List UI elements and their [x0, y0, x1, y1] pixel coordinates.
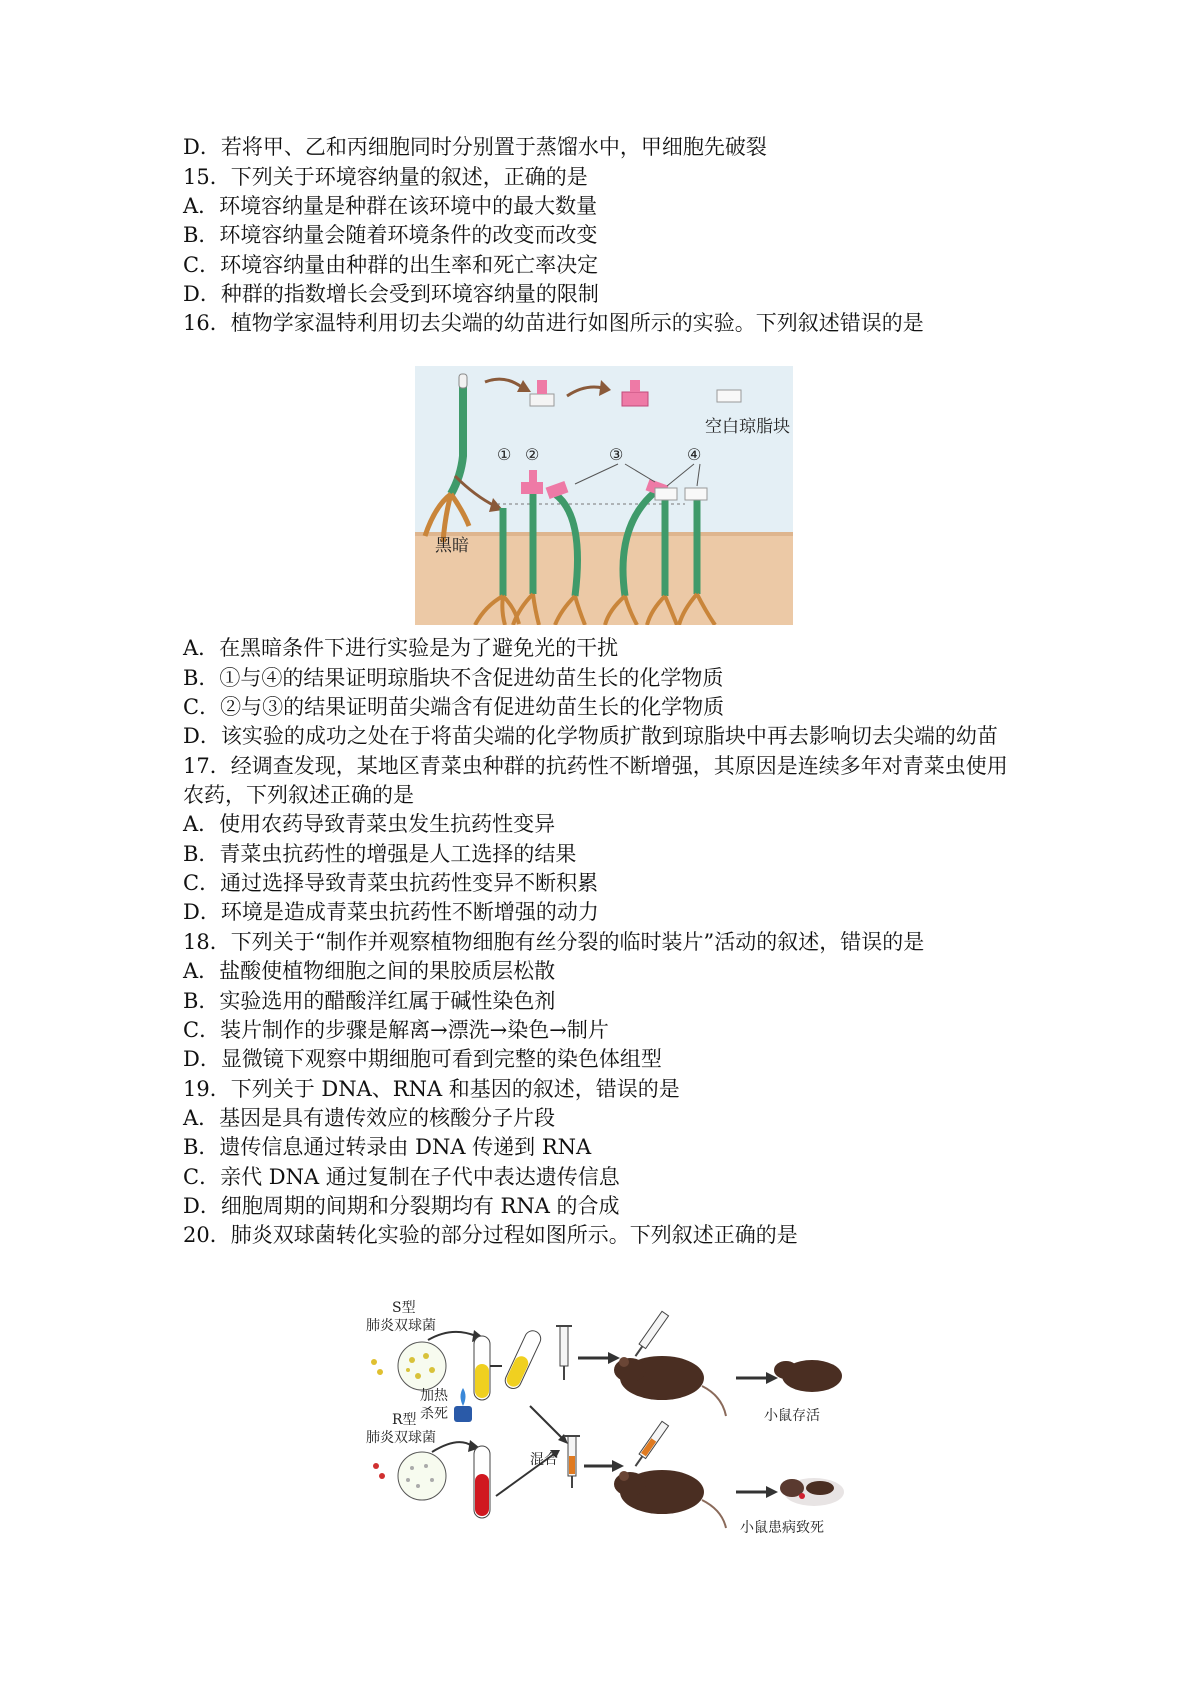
text-line: C．亲代 DNA 通过复制在子代中表达遗传信息: [183, 1165, 620, 1189]
text-line: D．显微镜下观察中期细胞可看到完整的染色体组型: [183, 1047, 662, 1071]
text-line: B．青菜虫抗药性的增强是人工选择的结果: [183, 842, 577, 866]
s-type-bacteria-label: 肺炎双球菌: [366, 1318, 436, 1334]
marker-4: ④: [687, 445, 702, 464]
text-line: 农药，下列叙述正确的是: [183, 783, 414, 807]
text-line: 18．下列关于“制作并观察植物细胞有丝分裂的临时装片”活动的叙述，错误的是: [183, 930, 925, 954]
text-line: C．通过选择导致青菜虫抗药性变异不断积累: [183, 871, 599, 895]
text-line: B．遗传信息通过转录由 DNA 传递到 RNA: [183, 1135, 592, 1159]
text-line: D．若将甲、乙和丙细胞同时分别置于蒸馏水中，甲细胞先破裂: [183, 135, 767, 159]
text-line: D．环境是造成青菜虫抗药性不断增强的动力: [183, 900, 599, 924]
text-line: 17．经调查发现，某地区青菜虫种群的抗药性不断增强，其原因是连续多年对青菜虫使用: [183, 754, 1008, 778]
kill-label: 杀死: [420, 1406, 448, 1422]
text-line: 19．下列关于 DNA、RNA 和基因的叙述，错误的是: [183, 1077, 680, 1101]
mix-label: 混合: [530, 1452, 558, 1468]
s-type-label: S型: [392, 1300, 416, 1316]
text-line: A．盐酸使植物细胞之间的果胶质层松散: [183, 959, 556, 983]
text-line: C．装片制作的步骤是解离→漂洗→染色→制片: [183, 1018, 609, 1042]
marker-1: ①: [497, 445, 512, 464]
transformation-experiment-figure: [362, 1296, 844, 1536]
r-type-bacteria-label: 肺炎双球菌: [366, 1430, 436, 1446]
text-line: C．②与③的结果证明苗尖端含有促进幼苗生长的化学物质: [183, 695, 725, 719]
text-line: D．细胞周期的间期和分裂期均有 RNA 的合成: [183, 1194, 620, 1218]
text-line: C．环境容纳量由种群的出生率和死亡率决定: [183, 253, 599, 277]
text-line: D．种群的指数增长会受到环境容纳量的限制: [183, 282, 599, 306]
text-line: 20．肺炎双球菌转化实验的部分过程如图所示。下列叙述正确的是: [183, 1223, 798, 1247]
text-line: B．实验选用的醋酸洋红属于碱性染色剂: [183, 989, 556, 1013]
text-line: B．环境容纳量会随着环境条件的改变而改变: [183, 223, 598, 247]
blank-agar-label: 空白琼脂块: [705, 417, 790, 437]
heat-label: 加热: [420, 1388, 448, 1404]
mouse-die-label: 小鼠患病致死: [740, 1520, 824, 1536]
text-line: A．使用农药导致青菜虫发生抗药性变异: [183, 812, 556, 836]
text-line: 15．下列关于环境容纳量的叙述，正确的是: [183, 165, 588, 189]
r-type-label: R型: [392, 1412, 417, 1428]
text-line: A．在黑暗条件下进行实验是为了避免光的干扰: [183, 636, 619, 660]
text-line: D．该实验的成功之处在于将苗尖端的化学物质扩散到琼脂块中再去影响切去尖端的幼苗: [183, 724, 998, 748]
text-line: B．①与④的结果证明琼脂块不含促进幼苗生长的化学物质: [183, 666, 724, 690]
dark-label: 黑暗: [435, 536, 469, 556]
text-line: A．基因是具有遗传效应的核酸分子片段: [183, 1106, 556, 1130]
text-line: 16．植物学家温特利用切去尖端的幼苗进行如图所示的实验。下列叙述错误的是: [183, 311, 924, 335]
marker-3: ③: [609, 445, 624, 464]
text-line: A．环境容纳量是种群在该环境中的最大数量: [183, 194, 598, 218]
mouse-survive-label: 小鼠存活: [764, 1408, 820, 1424]
marker-2: ②: [525, 445, 540, 464]
went-experiment-figure: [415, 366, 793, 625]
